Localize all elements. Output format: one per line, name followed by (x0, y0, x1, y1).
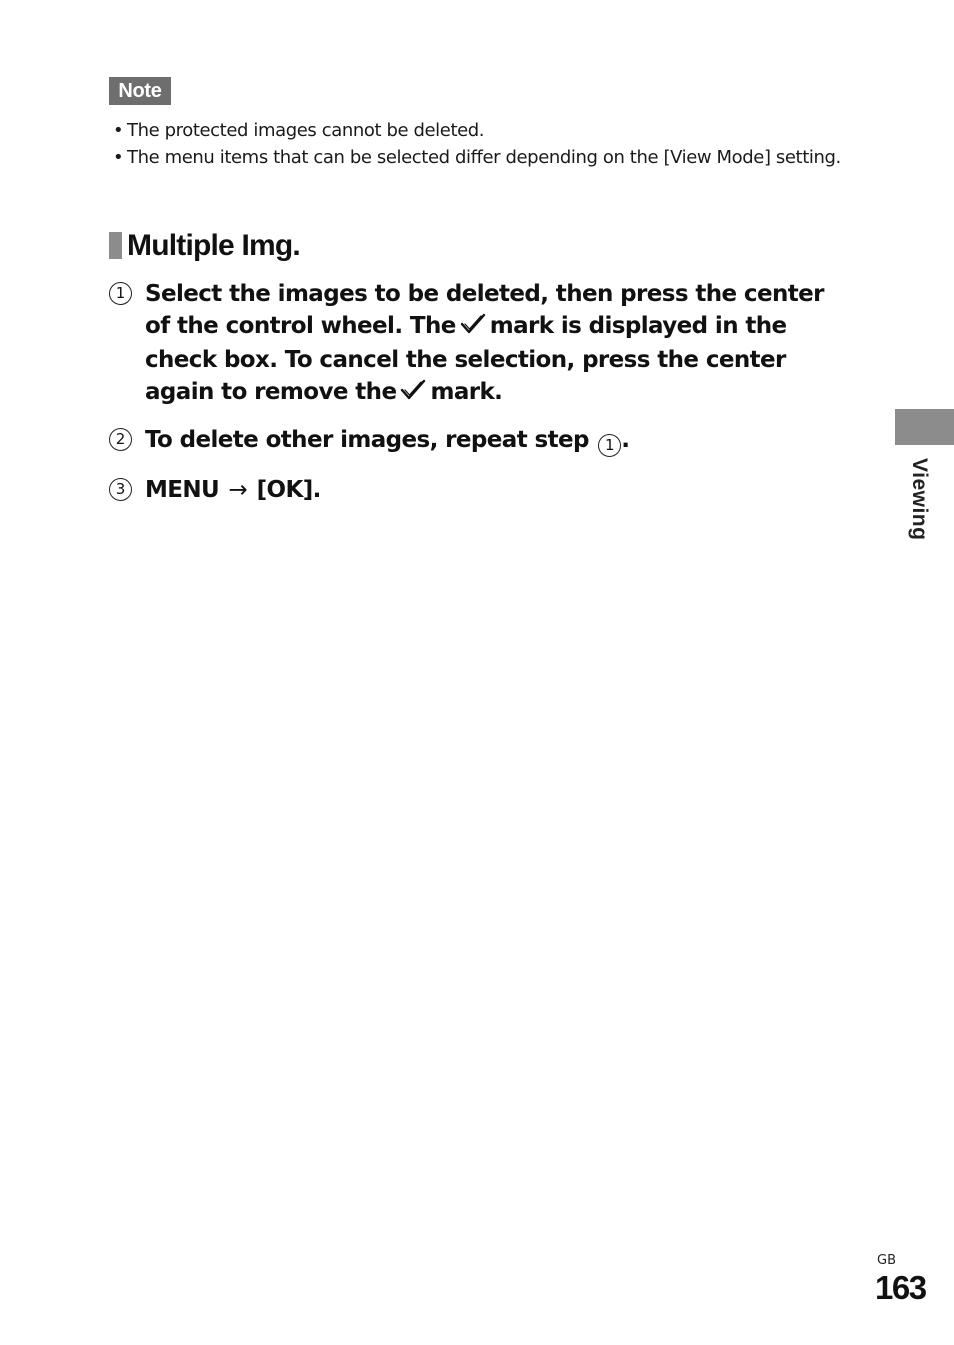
side-tab-label: Viewing (908, 458, 931, 541)
section-title: Multiple Img. (127, 229, 300, 262)
step-1 (109, 278, 854, 410)
section-marker (109, 232, 122, 259)
note-item (113, 144, 853, 171)
step-3 (109, 474, 854, 506)
bullet: • (113, 120, 124, 141)
step-number: 1 (109, 282, 132, 305)
check-mark-icon (460, 312, 486, 344)
step-text (145, 424, 854, 457)
step-number: 3 (109, 478, 132, 501)
note-item-text: The protected images cannot be deleted. (127, 120, 485, 141)
step-text-part: mark is displayed in the check box. To cancel the selection, press the center again to remove the (145, 313, 787, 405)
ok-label: [OK]. (256, 477, 321, 503)
step-text-part: To delete other images, repeat step (145, 427, 589, 453)
step-reference-number: 1 (598, 434, 621, 457)
step-number: 2 (109, 428, 132, 451)
step-text-part: mark. (430, 379, 503, 405)
step-text-part: Select the images to be deleted, then press the center of the control wheel. The (145, 281, 824, 339)
arrow-right-icon: → (228, 477, 248, 503)
footer-region: GB (877, 1253, 896, 1268)
note-item (113, 117, 853, 144)
menu-label: MENU (145, 477, 220, 503)
step-text (145, 474, 854, 506)
bullet: • (113, 147, 124, 168)
page-number: 163 (875, 1269, 926, 1306)
check-mark-icon (400, 378, 426, 410)
note-list (113, 117, 853, 171)
step-text-end: . (621, 427, 630, 453)
note-badge: Note (109, 77, 171, 105)
step-text (145, 278, 854, 410)
note-item-text: The menu items that can be selected differ depending on the [View Mode] setting. (127, 147, 841, 168)
step-2 (109, 424, 854, 457)
side-tab-marker (895, 409, 954, 445)
